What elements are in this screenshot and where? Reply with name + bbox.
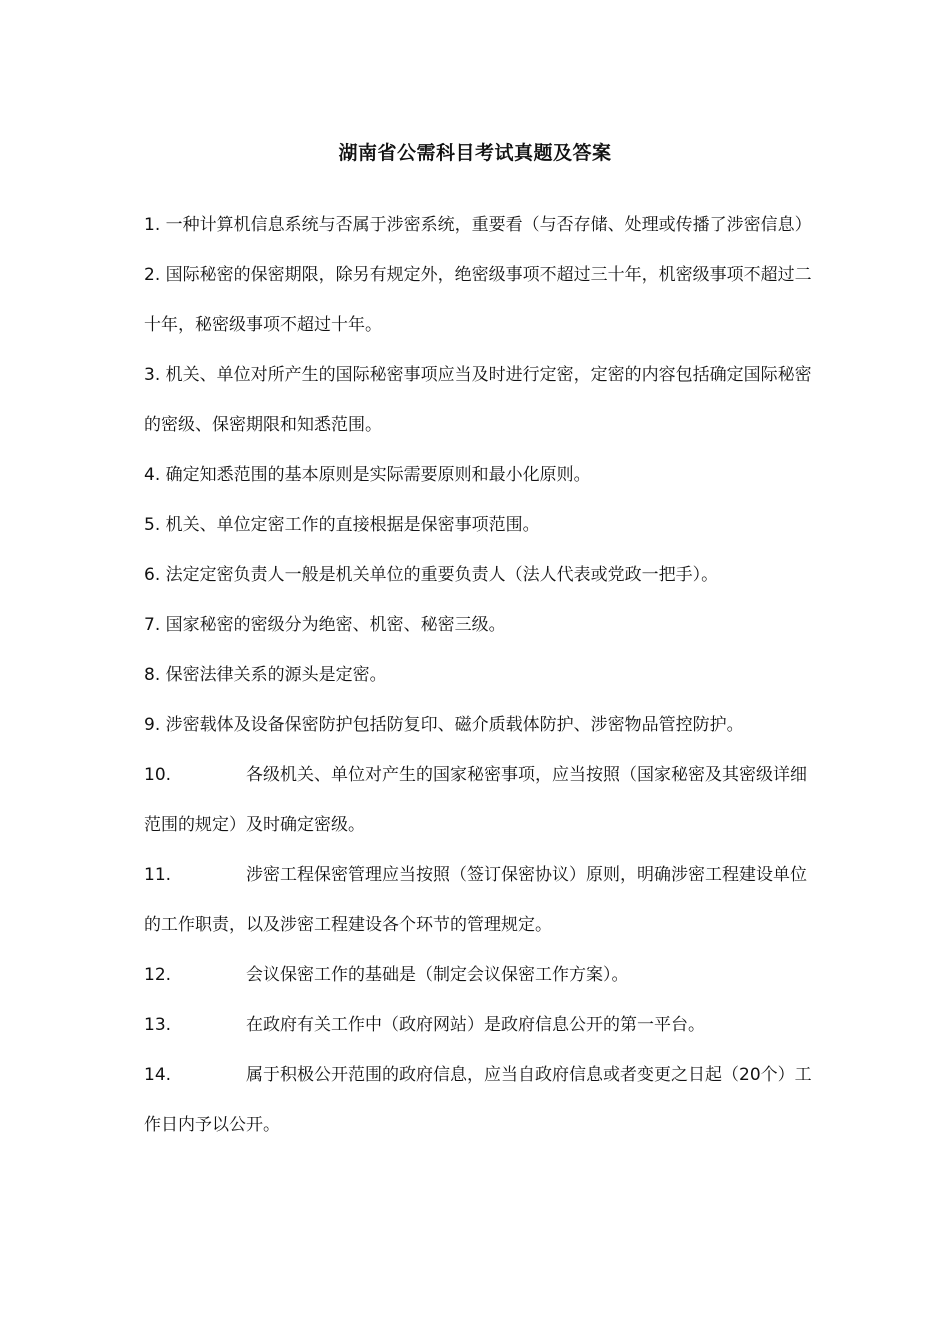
list-item	[144, 600, 814, 650]
item-text: 各级机关、单位对产生的国家秘密事项，应当按照（国家秘密及其密级详细范围的规定）及时确定密级。	[144, 765, 807, 835]
item-text: 一种计算机信息系统与否属于涉密系统，重要看（与否存储、处理或传播了涉密信息）	[160, 215, 812, 235]
list-item	[144, 750, 814, 850]
item-text: 属于积极公开范围的政府信息，应当自政府信息或者变更之日起（20个）工作日内予以公开。	[144, 1065, 812, 1135]
list-item	[144, 350, 814, 450]
item-number: 10.	[144, 765, 172, 785]
item-number: 8.	[144, 665, 161, 685]
item-text: 确定知悉范围的基本原则是实际需要原则和最小化原则。	[160, 465, 591, 485]
list-item	[144, 950, 814, 1000]
item-number: 7.	[144, 615, 161, 635]
item-number: 3.	[144, 365, 161, 385]
list-item	[144, 550, 814, 600]
item-text: 涉密工程保密管理应当按照（签订保密协议）原则，明确涉密工程建设单位的工作职责，以及涉密工程建设各个环节的管理规定。	[144, 865, 807, 935]
question-list	[144, 200, 814, 1150]
list-item	[144, 700, 814, 750]
item-text: 会议保密工作的基础是（制定会议保密工作方案）。	[246, 965, 629, 985]
list-item	[144, 450, 814, 500]
item-text: 保密法律关系的源头是定密。	[160, 665, 387, 685]
item-number: 4.	[144, 465, 161, 485]
item-number: 14.	[144, 1065, 172, 1085]
item-text: 国际秘密的保密期限，除另有规定外，绝密级事项不超过三十年，机密级事项不超过二十年，秘密级事项不超过十年。	[144, 265, 812, 335]
item-number: 6.	[144, 565, 161, 585]
item-number: 2.	[144, 265, 161, 285]
list-item	[144, 650, 814, 700]
item-number: 12.	[144, 965, 172, 985]
item-text: 机关、单位对所产生的国际秘密事项应当及时进行定密，定密的内容包括确定国际秘密的密级、保密期限和知悉范围。	[144, 365, 812, 435]
list-item	[144, 1000, 814, 1050]
item-number: 1.	[144, 215, 161, 235]
item-number: 11.	[144, 865, 172, 885]
list-item	[144, 200, 814, 250]
item-text: 法定定密负责人一般是机关单位的重要负责人（法人代表或党政一把手）。	[160, 565, 719, 585]
list-item	[144, 1050, 814, 1150]
list-item	[144, 850, 814, 950]
item-text: 机关、单位定密工作的直接根据是保密事项范围。	[160, 515, 540, 535]
item-number: 5.	[144, 515, 161, 535]
item-text: 涉密载体及设备保密防护包括防复印、磁介质载体防护、涉密物品管控防护。	[160, 715, 744, 735]
document-title: 湖南省公需科目考试真题及答案	[338, 142, 612, 164]
item-text: 国家秘密的密级分为绝密、机密、秘密三级。	[160, 615, 506, 635]
item-number: 9.	[144, 715, 161, 735]
item-number: 13.	[144, 1015, 172, 1035]
item-text: 在政府有关工作中（政府网站）是政府信息公开的第一平台。	[246, 1015, 705, 1035]
list-item	[144, 250, 814, 350]
list-item	[144, 500, 814, 550]
